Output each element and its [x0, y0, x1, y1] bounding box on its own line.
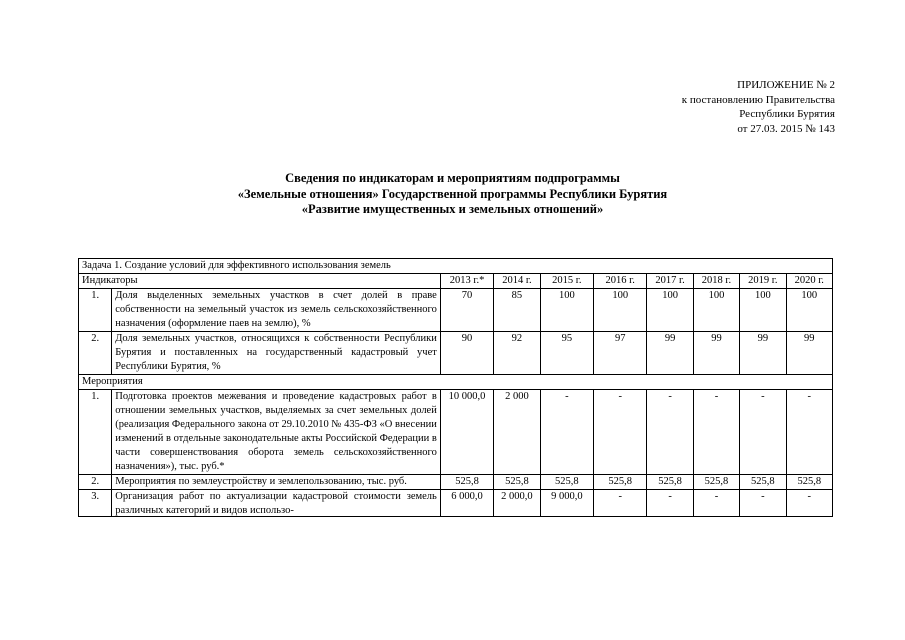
task-header: Задача 1. Создание условий для эффективного использования земель — [79, 259, 833, 274]
annex-block — [682, 78, 835, 136]
indicators-header-row — [79, 274, 833, 289]
activity-text: Мероприятия по землеустройству и землепользованию, тыс. руб. — [112, 475, 441, 490]
year-header: 2019 г. — [740, 274, 786, 289]
activity-text: Организация работ по актуализации кадастровой стоимости земель различных категорий и видов использо- — [115, 491, 437, 516]
annex-line-republic: Республики Бурятия — [739, 108, 835, 120]
value-cell: 6 000,0 — [440, 490, 493, 517]
title-line-1: Сведения по индикаторам и мероприятиям подпрограммы — [285, 171, 620, 185]
indicators-table — [78, 258, 833, 517]
activity-row — [79, 490, 833, 517]
value-cell: 525,8 — [740, 475, 786, 490]
value-cell: 100 — [594, 289, 647, 332]
value-cell: - — [693, 490, 739, 517]
row-number: 1. — [79, 390, 112, 475]
value-cell: - — [647, 390, 693, 475]
value-cell: 100 — [540, 289, 593, 332]
activity-text-cell — [112, 490, 441, 517]
value-cell: 92 — [494, 332, 540, 375]
activities-label: Мероприятия — [79, 375, 833, 390]
year-header: 2017 г. — [647, 274, 693, 289]
value-cell: 90 — [440, 332, 493, 375]
year-header: 2018 г. — [693, 274, 739, 289]
value-cell: - — [740, 390, 786, 475]
year-header: 2013 г.* — [440, 274, 493, 289]
value-cell: 100 — [786, 289, 833, 332]
year-header: 2014 г. — [494, 274, 540, 289]
value-cell: 525,8 — [786, 475, 833, 490]
value-cell: 9 000,0 — [540, 490, 593, 517]
value-cell: - — [786, 490, 833, 517]
value-cell: - — [647, 490, 693, 517]
annex-title: ПРИЛОЖЕНИЕ № 2 — [737, 79, 835, 91]
year-header: 2015 г. — [540, 274, 593, 289]
value-cell: 99 — [647, 332, 693, 375]
value-cell: 85 — [494, 289, 540, 332]
value-cell: 525,8 — [540, 475, 593, 490]
row-number: 2. — [79, 332, 112, 375]
row-number: 2. — [79, 475, 112, 490]
value-cell: 525,8 — [440, 475, 493, 490]
value-cell: - — [693, 390, 739, 475]
value-cell: 10 000,0 — [440, 390, 493, 475]
value-cell: 95 — [540, 332, 593, 375]
value-cell: 525,8 — [494, 475, 540, 490]
value-cell: 525,8 — [693, 475, 739, 490]
value-cell: 97 — [594, 332, 647, 375]
value-cell: 100 — [740, 289, 786, 332]
value-cell: 525,8 — [594, 475, 647, 490]
value-cell: 525,8 — [647, 475, 693, 490]
value-cell: - — [740, 490, 786, 517]
year-header: 2016 г. — [594, 274, 647, 289]
indicator-row — [79, 332, 833, 375]
value-cell: 99 — [693, 332, 739, 375]
value-cell: - — [786, 390, 833, 475]
value-cell: - — [594, 390, 647, 475]
row-number: 1. — [79, 289, 112, 332]
value-cell: 99 — [740, 332, 786, 375]
activity-row — [79, 475, 833, 490]
activity-text: Подготовка проектов межевания и проведение кадастровых работ в отношении земельных участков, выделяемых за счет земельных долей (реализация Федерального закона от 29.10.2010 № 435-ФЗ «О внесении изменений в отдельные законодательные акты Российской Федерации в части совершенствования оборота земель сельскохозяйственного назначения»), тыс. руб.* — [112, 390, 441, 475]
title-line-2: «Земельные отношения» Государственной программы Республики Бурятия — [237, 186, 668, 201]
value-cell: 99 — [786, 332, 833, 375]
value-cell: 2 000,0 — [494, 490, 540, 517]
annex-line-resolution: к постановлению Правительства — [681, 93, 835, 106]
title-line-3: «Развитие имущественных и земельных отношений» — [301, 202, 604, 216]
year-header: 2020 г. — [786, 274, 833, 289]
value-cell: - — [594, 490, 647, 517]
indicator-row — [79, 289, 833, 332]
activity-row — [79, 390, 833, 475]
annex-line-date: от 27.03. 2015 № 143 — [737, 122, 835, 135]
value-cell: 100 — [693, 289, 739, 332]
activities-header-row — [79, 375, 833, 390]
value-cell: - — [540, 390, 593, 475]
indicators-label: Индикаторы — [79, 274, 441, 289]
task-header-row — [79, 259, 833, 274]
row-number: 3. — [79, 490, 112, 517]
value-cell: 100 — [647, 289, 693, 332]
document-title — [0, 171, 905, 218]
value-cell: 2 000 — [494, 390, 540, 475]
indicator-text: Доля выделенных земельных участков в счет долей в праве собственности на земельный участок из земель сельскохозяйственного назначения (оформление паев на землю), % — [112, 289, 441, 332]
value-cell: 70 — [440, 289, 493, 332]
indicator-text: Доля земельных участков, относящихся к собственности Республики Бурятия и поставленных на государственный кадастровый учет Республики Бурятия, % — [112, 332, 441, 375]
